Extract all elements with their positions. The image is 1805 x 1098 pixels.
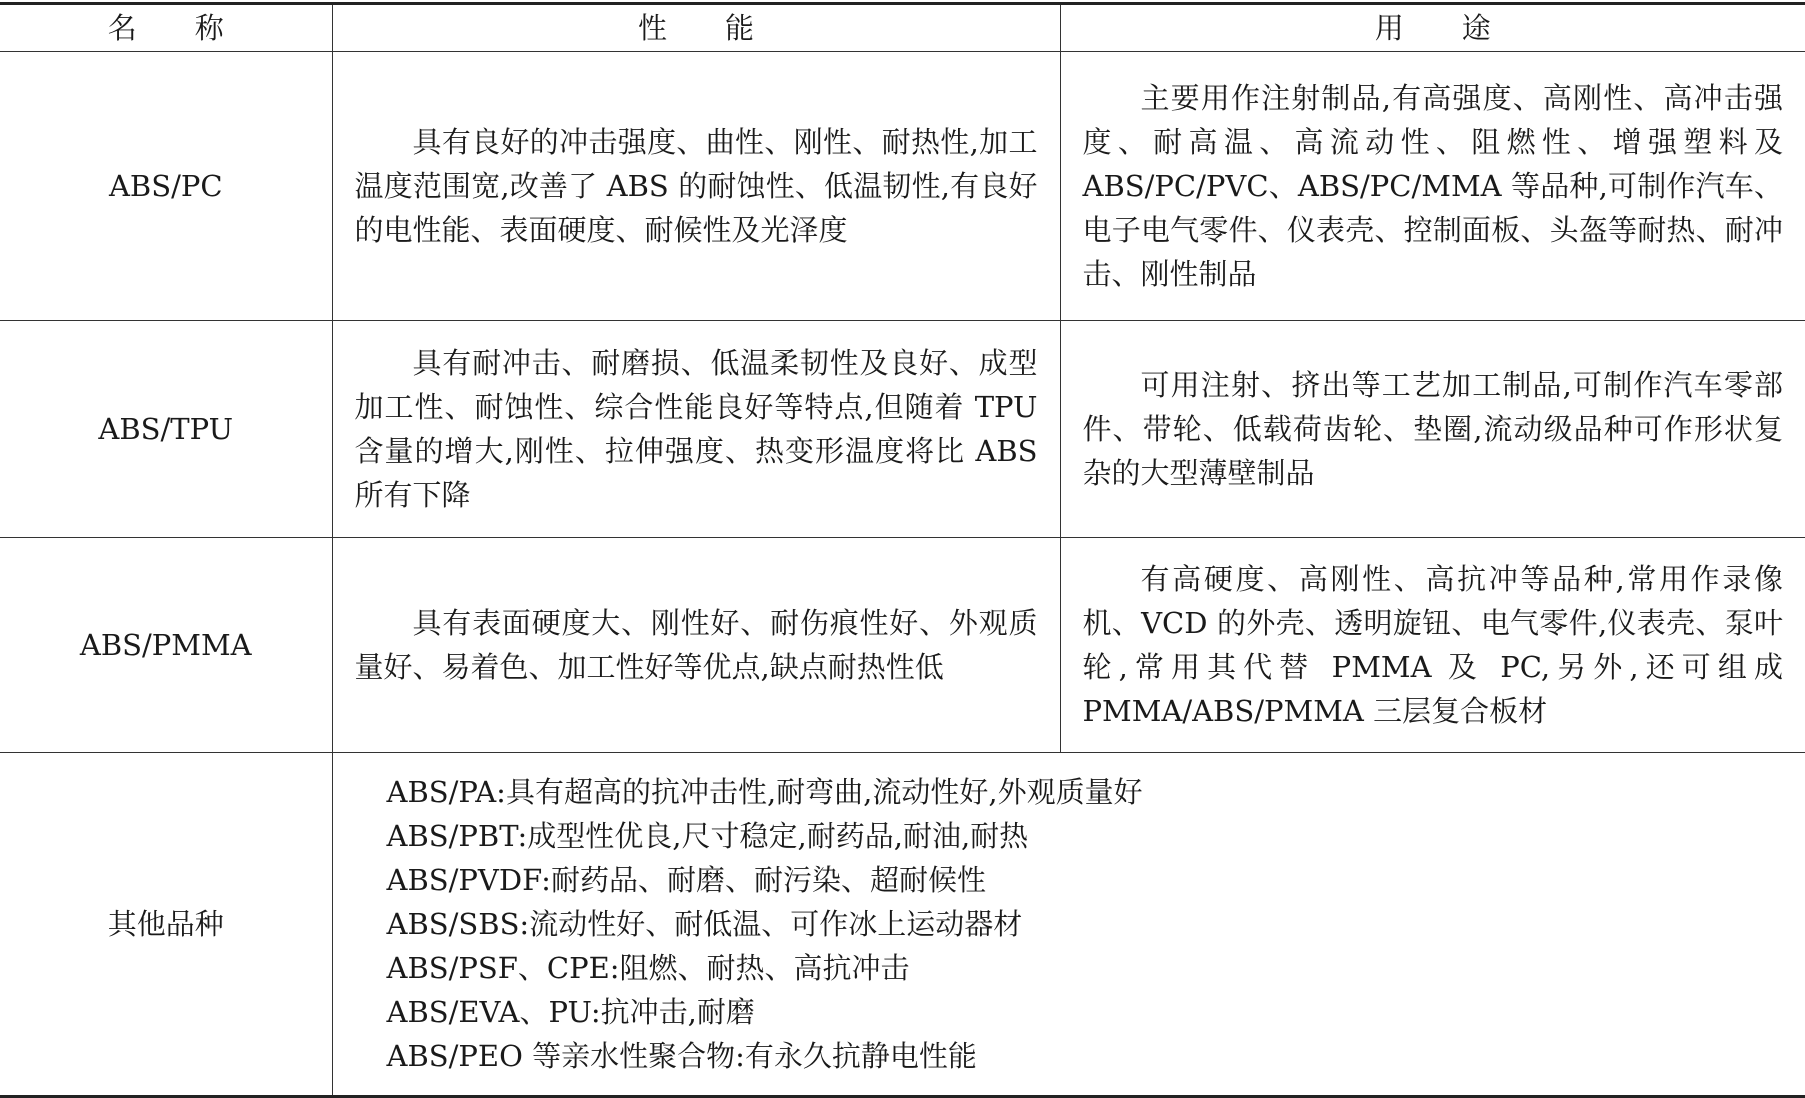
row-name: 其他品种 <box>0 753 332 1097</box>
list-item: ABS/EVA、PU:抗冲击,耐磨 <box>387 990 1805 1034</box>
performance-text: 具有良好的冲击强度、曲性、刚性、耐热性,加工温度范围宽,改善了 ABS 的耐蚀性、低温韧性,有良好的电性能、表面硬度、耐候性及光泽度 <box>333 120 1060 252</box>
other-varieties-list <box>333 770 1805 1078</box>
usage-text: 主要用作注射制品,有高强度、高刚性、高冲击强度、耐高温、高流动性、阻燃性、增强塑料及 ABS/PC/PVC、ABS/PC/MMA 等品种,可制作汽车、电子电气零件、仪表壳、控制面板、头盔等耐热、耐冲击、刚性制品 <box>1061 76 1805 296</box>
list-item: ABS/PA:具有超高的抗冲击性,耐弯曲,流动性好,外观质量好 <box>387 770 1805 814</box>
row-name: ABS/PC <box>0 52 332 321</box>
table-row <box>0 538 1805 753</box>
header-performance-char-1: 性 <box>638 6 667 50</box>
table-row <box>0 52 1805 321</box>
row-usage <box>1060 52 1805 321</box>
table-row-other <box>0 753 1805 1097</box>
row-performance <box>332 538 1060 753</box>
header-usage-char-1: 用 <box>1375 6 1404 50</box>
performance-text: 具有耐冲击、耐磨损、低温柔韧性及良好、成型加工性、耐蚀性、综合性能良好等特点,但随着 TPU 含量的增大,刚性、拉伸强度、热变形温度将比 ABS 所有下降 <box>333 341 1060 517</box>
row-performance <box>332 52 1060 321</box>
row-name: ABS/TPU <box>0 321 332 538</box>
row-usage <box>1060 321 1805 538</box>
list-item: ABS/PEO 等亲水性聚合物:有永久抗静电性能 <box>387 1034 1805 1078</box>
list-item: ABS/PBT:成型性优良,尺寸稳定,耐药品,耐油,耐热 <box>387 814 1805 858</box>
list-item: ABS/SBS:流动性好、耐低温、可作冰上运动器材 <box>387 902 1805 946</box>
other-varieties-cell <box>332 753 1805 1097</box>
table-header <box>0 4 1805 52</box>
header-performance <box>332 4 1060 52</box>
list-item: ABS/PVDF:耐药品、耐磨、耐污染、超耐候性 <box>387 858 1805 902</box>
usage-text: 有高硬度、高刚性、高抗冲等品种,常用作录像机、VCD 的外壳、透明旋钮、电气零件,仪表壳、泵叶轮,常用其代替 PMMA 及 PC,另外,还可组成 PMMA/ABS/PMMA 三层复合板材 <box>1061 557 1805 733</box>
header-usage-char-2: 途 <box>1462 6 1491 50</box>
header-usage <box>1060 4 1805 52</box>
table-row <box>0 321 1805 538</box>
list-item: ABS/PSF、CPE:阻燃、耐热、高抗冲击 <box>387 946 1805 990</box>
header-name-char-2: 称 <box>195 6 224 50</box>
row-performance <box>332 321 1060 538</box>
header-performance-char-2: 能 <box>725 6 754 50</box>
header-row <box>0 4 1805 52</box>
usage-text: 可用注射、挤出等工艺加工制品,可制作汽车零部件、带轮、低载荷齿轮、垫圈,流动级品种可作形状复杂的大型薄壁制品 <box>1061 363 1805 495</box>
row-usage <box>1060 538 1805 753</box>
row-name: ABS/PMMA <box>0 538 332 753</box>
performance-text: 具有表面硬度大、刚性好、耐伤痕性好、外观质量好、易着色、加工性好等优点,缺点耐热性低 <box>333 601 1060 689</box>
table-body <box>0 52 1805 1097</box>
abs-blend-table <box>0 2 1805 1098</box>
header-name <box>0 4 332 52</box>
header-name-char-1: 名 <box>108 6 137 50</box>
